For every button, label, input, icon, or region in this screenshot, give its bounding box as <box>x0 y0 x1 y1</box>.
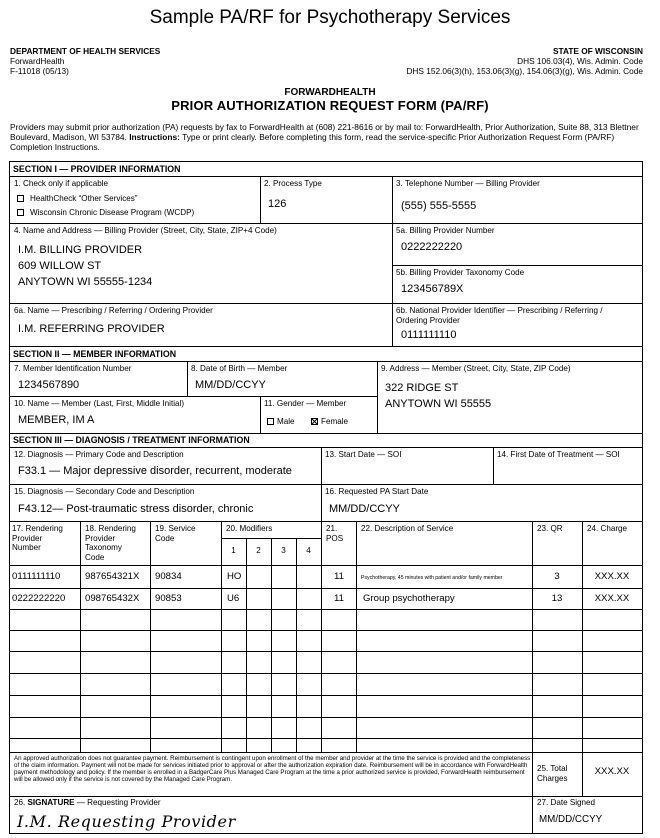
col-22-header: 22. Description of Service <box>361 524 454 533</box>
field-5b-label: 5b. Billing Provider Taxonomy Code <box>396 268 525 277</box>
intro-instructions-label: Instructions: <box>129 132 180 143</box>
field-15-label: 15. Diagnosis — Secondary Code and Description <box>14 487 195 496</box>
field-26-label <box>14 798 161 808</box>
billing-city[interactable]: ANYTOWN WI 55555-1234 <box>18 276 153 288</box>
sample-title: Sample PA/RF for Psychotherapy Services <box>149 7 511 28</box>
billing-street[interactable]: 609 WILLOW ST <box>18 260 102 272</box>
field-10-label: 10. Name — Member (Last, First, Middle Initial) <box>14 399 185 408</box>
modifier-4-header: 4 <box>306 546 311 555</box>
col-19-line2: Code <box>155 533 175 543</box>
col-19-line1: 19. Service <box>155 524 196 533</box>
billing-provider-number[interactable]: 0222222220 <box>401 241 463 253</box>
billing-name[interactable]: I.M. BILLING PROVIDER <box>18 244 143 256</box>
primary-diagnosis[interactable]: F33.1 — Major depressive disorder, recurrent, moderate <box>18 465 292 477</box>
referring-provider-name[interactable]: I.M. REFERRING PROVIDER <box>18 323 165 335</box>
row1-modifier-1[interactable]: HO <box>227 571 242 582</box>
col-18-line3: Taxonomy <box>85 543 122 553</box>
member-street[interactable]: 322 RIDGE ST <box>385 382 459 394</box>
field-26-num: 26. <box>14 798 28 807</box>
field-14-label: 14. First Date of Treatment — SOI <box>497 450 620 459</box>
col-20-header: 20. Modifiers <box>226 524 273 533</box>
field-1-label: 1. Check only if applicable <box>14 179 109 188</box>
field-25-label-line2: Charges <box>537 773 568 783</box>
field-12-label: 12. Diagnosis — Primary Code and Description <box>14 450 184 459</box>
row1-npi[interactable]: 0111111110 <box>12 571 61 582</box>
row1-charge[interactable]: XXX.XX <box>594 571 630 582</box>
form-number: F-11018 (05/13) <box>10 66 69 77</box>
provider-signature[interactable]: I.M. Requesting Provider <box>17 812 236 831</box>
member-dob[interactable]: MM/DD/CCYY <box>195 379 266 391</box>
total-charges[interactable]: XXX.XX <box>594 766 630 777</box>
referring-provider-npi[interactable]: 0111111110 <box>401 329 457 341</box>
section-1-title: SECTION I — PROVIDER INFORMATION <box>13 164 181 174</box>
col-24-header: 24. Charge <box>587 524 628 533</box>
telephone-value[interactable]: (555) 555-5555 <box>401 200 477 212</box>
modifier-1-header: 1 <box>231 546 236 555</box>
field-25-label <box>537 764 568 783</box>
healthcheck-checkbox[interactable] <box>17 195 24 202</box>
row2-modifier-1[interactable]: U6 <box>227 593 240 604</box>
field-2-label: 2. Process Type <box>264 179 322 188</box>
row2-service-code[interactable]: 90853 <box>155 593 182 604</box>
col-21-line2: POS <box>326 533 344 543</box>
requested-pa-start-date[interactable]: MM/DD/CCYY <box>329 503 400 515</box>
header-right <box>406 46 643 77</box>
row2-npi[interactable]: 0222222220 <box>12 593 66 604</box>
member-name[interactable]: MEMBER, IM A <box>18 414 95 426</box>
row2-pos[interactable]: 11 <box>334 593 344 604</box>
section-2-title: SECTION II — MEMBER INFORMATION <box>13 349 177 359</box>
modifier-3-header: 3 <box>281 546 286 555</box>
field-16-label: 16. Requested PA Start Date <box>325 487 429 496</box>
field-9-label: 9. Address — Member (Street, City, State, ZIP Code) <box>381 364 571 373</box>
intro-rest: Type or print clearly. Before completing this form, read the service-specific Prior Authorization Request Form (PA/RF) Completion Instructions. <box>10 132 615 153</box>
gender-male-checkbox[interactable] <box>267 418 274 425</box>
row1-qr[interactable]: 3 <box>554 571 560 582</box>
row2-taxonomy[interactable]: 098765432X <box>85 593 140 604</box>
row2-description[interactable]: Group psychotherapy <box>363 593 455 604</box>
modifier-2-header: 2 <box>256 546 261 555</box>
field-3-label: 3. Telephone Number — Billing Provider <box>396 179 540 188</box>
statute-2: DHS 152.06(3)(h), 153.06(3)(g), 154.06(3)(g), Wis. Admin. Code <box>406 66 643 77</box>
wcdp-label: Wisconsin Chronic Disease Program (WCDP) <box>30 208 195 217</box>
col-21-line1: 21. <box>326 524 338 533</box>
gender-male-option[interactable] <box>267 417 295 427</box>
col-21-header <box>326 524 343 543</box>
form-title: PRIOR AUTHORIZATION REQUEST FORM (PA/RF) <box>171 98 489 113</box>
row2-charge[interactable]: XXX.XX <box>594 593 630 604</box>
col-23-header: 23. QR <box>537 524 563 533</box>
member-id[interactable]: 1234567890 <box>18 379 80 391</box>
field-6b-label-line1: 6b. National Provider Identifier — Prescribing / Referring / <box>396 306 603 315</box>
wcdp-option[interactable] <box>17 208 194 218</box>
program-name: ForwardHealth <box>10 56 65 67</box>
col-18-header <box>85 524 136 562</box>
row1-service-code[interactable]: 90834 <box>155 571 182 582</box>
date-signed[interactable]: MM/DD/CCYY <box>539 814 603 825</box>
row2-qr[interactable]: 13 <box>551 593 563 604</box>
col-17-line2: Provider <box>12 533 43 543</box>
field-7-label: 7. Member Identification Number <box>14 364 132 373</box>
billing-taxonomy-code[interactable]: 123456789X <box>401 283 464 295</box>
process-type-value[interactable]: 126 <box>268 198 287 210</box>
gender-female-option[interactable] <box>311 417 348 427</box>
field-5a-label: 5a. Billing Provider Number <box>396 226 495 235</box>
gender-male-label: Male <box>277 417 295 426</box>
field-6b-label <box>396 306 602 325</box>
secondary-diagnosis[interactable]: F43.12— Post-traumatic stress disorder, chronic <box>18 503 254 515</box>
col-17-header <box>12 524 63 553</box>
col-18-line4: Code <box>85 552 105 562</box>
field-26-signature-word: SIGNATURE <box>27 798 75 807</box>
col-18-line2: Provider <box>85 533 116 543</box>
field-25-label-line1: 25. Total <box>537 764 568 773</box>
field-8-label: 8. Date of Birth — Member <box>191 364 288 373</box>
field-26-rest: — Requesting Provider <box>74 798 161 807</box>
gender-female-checkbox[interactable] <box>311 418 318 425</box>
row1-pos[interactable]: 11 <box>334 571 344 582</box>
field-11-label: 11. Gender — Member <box>264 399 347 408</box>
col-18-line1: 18. Rendering <box>85 524 136 533</box>
statute-1: DHS 106.03(4), Wis. Admin. Code <box>517 56 643 67</box>
wcdp-checkbox[interactable] <box>17 209 24 216</box>
section-3-title: SECTION III — DIAGNOSIS / TREATMENT INFORMATION <box>13 435 250 445</box>
field-6b-label-line2: Ordering Provider <box>396 315 460 325</box>
header-left <box>10 46 160 77</box>
field-27-label: 27. Date Signed <box>537 798 596 807</box>
field-4-label: 4. Name and Address — Billing Provider (Street, City, State, ZIP+4 Code) <box>14 226 277 235</box>
intro-text <box>10 122 646 153</box>
gender-female-label: Female <box>321 417 348 426</box>
row1-description[interactable]: Psychotherapy, 45 minutes with patient and/or family member <box>361 575 503 581</box>
healthcheck-option[interactable] <box>17 194 138 204</box>
department-name: DEPARTMENT OF HEALTH SERVICES <box>10 46 161 56</box>
state-name: STATE OF WISCONSIN <box>552 46 643 56</box>
col-17-line1: 17. Rendering <box>12 524 63 533</box>
field-6a-label: 6a. Name — Prescribing / Referring / Ordering Provider <box>14 306 213 315</box>
field-13-label: 13. Start Date — SOI <box>325 450 402 459</box>
healthcheck-label: HealthCheck “Other Services” <box>30 194 138 203</box>
member-city[interactable]: ANYTOWN WI 55555 <box>385 398 492 410</box>
row1-taxonomy[interactable]: 987654321X <box>85 571 140 582</box>
pa-request-form <box>9 161 643 834</box>
disclaimer-text: An approved authorization does not guarantee payment. Reimbursement is contingent upon enrollment of the member and provider at the time the service is provided and the completeness of the claim information. Payment will not be made for services initiated prior to approval or after the authorization expiration date. Reimbursement will be in accordance with ForwardHealth payment methodology and policy. If the member is enrolled in a BadgerCare Plus Managed Care Program at the time a prior authorized service is provided, ForwardHealth reimbursement will be allowed only if the service is not covered by the Managed Care Program. <box>14 755 531 784</box>
col-17-line3: Number <box>12 543 41 553</box>
forwardhealth-heading: FORWARDHEALTH <box>284 87 376 98</box>
col-19-header <box>155 524 196 543</box>
intro-main: Providers may submit prior authorization (PA) requests by fax to ForwardHealth at (608) 221-8616 or by mail to: ForwardHealth, Prior Authorization, Suite 88, 313 Blettner Boulevard, Madison, WI 53784. <box>10 122 639 143</box>
